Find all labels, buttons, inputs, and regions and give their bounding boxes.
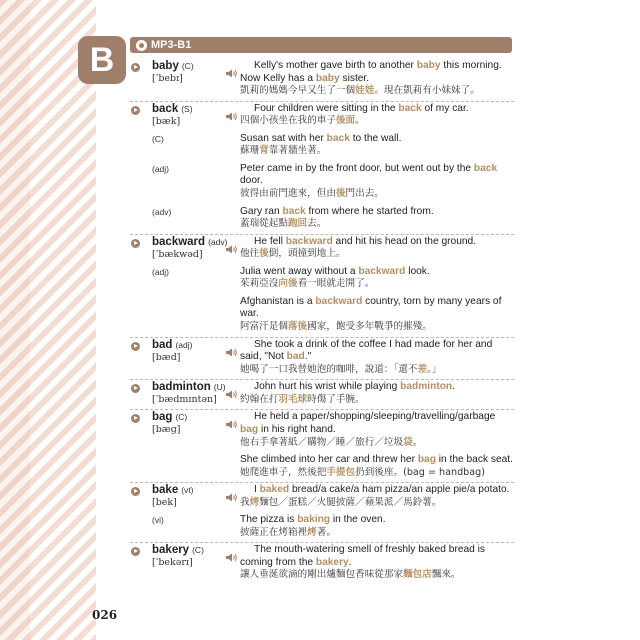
highlighted-term: 差: [417, 363, 428, 375]
dictionary-entry: [130, 543, 514, 585]
headword: bakery: [152, 544, 190, 557]
sentence-text: 蓋瑞從起點: [240, 218, 288, 230]
sentence-text: 她爬進車子，然後把: [240, 466, 327, 478]
dictionary-entry: [130, 235, 514, 338]
highlighted-term: 後面: [335, 115, 356, 127]
speaker-glyph: [226, 348, 237, 357]
page-number: 026: [92, 608, 118, 622]
sentence-text: of my car.: [421, 102, 469, 114]
example-english: [226, 163, 514, 188]
example-english: [226, 544, 514, 569]
sentence-text: 著。: [316, 526, 336, 538]
highlighted-term: back: [282, 205, 306, 217]
highlighted-term: 後: [259, 248, 269, 260]
entry-sense: [130, 454, 514, 479]
sentence-text: Kelly's mother gave birth to another: [254, 60, 417, 71]
entry-headword-column: [130, 266, 240, 291]
sense-part-of-speech: (adv): [152, 206, 172, 217]
headword: badminton: [152, 381, 211, 394]
entry-headword-column: [130, 514, 240, 539]
sentence-text: 她喝了一口我替她泡的咖啡，說道：「還不: [240, 363, 418, 375]
audio-track-bar[interactable]: [130, 37, 512, 53]
example-chinese: [240, 364, 514, 377]
sentence-text: in the oven.: [330, 514, 386, 526]
sentence-text: Afghanistan is a: [240, 295, 316, 307]
phonetic-transcription: [ˈbækwəd]: [152, 248, 203, 260]
example-chinese: [240, 467, 514, 480]
sentence-text: 蘇珊: [240, 145, 260, 157]
example-block: [240, 411, 514, 449]
sentence-text: .: [348, 556, 352, 568]
example-block: [240, 454, 514, 479]
example-block: [240, 544, 514, 582]
audio-track-label: MP3-B1: [151, 39, 192, 51]
sentence-text: 。現在凱莉有小妹妹了。: [374, 85, 480, 97]
headword: bake: [152, 484, 179, 497]
sentence-text: 茱莉亞沒: [240, 278, 279, 290]
phonetic-transcription: [bæg]: [152, 424, 181, 436]
dictionary-entry: [130, 338, 514, 381]
highlighted-term: 跑回: [287, 218, 308, 230]
part-of-speech: (U): [213, 382, 226, 393]
phonetic-transcription: [bæk]: [152, 115, 181, 127]
sentence-text: The mouth-watering smell of freshly baked bread is coming from the: [240, 544, 486, 568]
sentence-text: 約翰在打: [240, 393, 279, 405]
sentence-text: She climbed into her car and threw her: [240, 454, 418, 465]
entry-sense: [130, 339, 514, 377]
highlighted-term: 娃娃: [355, 85, 375, 97]
headword-line: [130, 236, 240, 249]
sentence-text: 看一眼就走開了。: [297, 278, 375, 290]
highlighted-term: baby: [315, 72, 340, 84]
entry-sense: [130, 163, 514, 201]
entry-sense: [130, 60, 514, 98]
entry-sense: [130, 103, 514, 128]
entry-sense: [130, 236, 514, 261]
highlighted-term: bad: [286, 351, 305, 363]
section-letter-badge: [78, 36, 126, 84]
highlighted-term: baby: [416, 60, 441, 71]
sentence-text: 他右手拿著紙／購物／睡／旅行／垃圾: [240, 436, 404, 448]
sentence-text: 披薩正在烤箱裡: [240, 526, 308, 538]
part-of-speech: (C): [175, 412, 188, 423]
dictionary-entries: [130, 59, 514, 585]
example-chinese: [240, 85, 514, 98]
part-of-speech: (S): [181, 103, 193, 114]
highlighted-term: 烤: [307, 526, 317, 538]
sentence-text: to the wall.: [349, 132, 402, 144]
sentence-text: 阿富汗是個: [240, 321, 288, 333]
sentence-text: 我: [240, 496, 250, 508]
sense-part-of-speech: (C): [152, 133, 164, 144]
sentence-text: 他往: [240, 248, 260, 260]
dictionary-entry: [130, 483, 514, 543]
example-english: [226, 206, 514, 219]
sentence-text: 彼得由前門進來，但由: [240, 188, 336, 200]
entry-headword-column: [130, 484, 240, 509]
sentence-text: 去。: [307, 218, 327, 230]
headword-line: [130, 103, 240, 116]
sentence-text: The pizza is: [240, 514, 298, 526]
entry-sense: [130, 206, 514, 231]
phonetic-transcription: [ˈbekərɪ]: [152, 557, 193, 569]
part-of-speech: (adj): [175, 339, 193, 350]
entry-sense: [130, 411, 514, 449]
example-english: [226, 133, 514, 146]
sentence-text: Peter came in by the front door, but went out by the: [240, 162, 474, 174]
sentence-text: 。: [412, 436, 423, 448]
sentence-text: country, torn by many years of war.: [240, 295, 502, 320]
entry-sense: [130, 381, 514, 406]
example-block: [240, 236, 514, 261]
sentence-text: this morning. Now Kelly has a: [240, 60, 502, 84]
sentence-text: 時傷了手腕。: [307, 393, 365, 405]
entry-sense: [130, 266, 514, 291]
entry-sense: [130, 544, 514, 582]
speaker-glyph: [226, 69, 237, 78]
sentence-text: 國家，飽受多年戰爭的摧殘。: [307, 321, 432, 333]
example-chinese: [240, 115, 514, 128]
sentence-text: She took a drink of the coffee I had made for her and said, "Not: [240, 338, 493, 363]
highlighted-term: 袋: [403, 436, 413, 448]
sentence-text: in the back seat.: [435, 454, 513, 465]
highlighted-term: 烤: [249, 496, 260, 508]
sentence-text: in his right hand.: [258, 423, 336, 435]
highlighted-term: 手提包: [326, 466, 356, 478]
sentence-text: .": [304, 351, 312, 363]
entry-headword-column: [130, 454, 240, 479]
example-english: [226, 296, 514, 321]
part-of-speech: (C): [181, 61, 194, 71]
example-block: [240, 514, 514, 539]
example-chinese: [240, 145, 514, 158]
sentence-text: sister.: [339, 72, 370, 84]
example-english: [226, 236, 514, 249]
highlighted-term: backward: [285, 235, 333, 247]
entry-sense: [130, 133, 514, 158]
highlighted-term: backward: [358, 265, 406, 277]
highlighted-term: back: [326, 132, 350, 144]
headword-line: [130, 484, 240, 497]
sentence-text: door.: [240, 175, 263, 187]
entry-headword-column: [130, 411, 240, 449]
sentence-text: 讓人垂涎欲滴的剛出爐麵包香味從那家: [240, 569, 404, 581]
section-letter: B: [89, 40, 115, 79]
example-chinese: [240, 497, 514, 510]
sense-part-of-speech: (vi): [152, 515, 164, 526]
example-english: [226, 103, 514, 116]
decorative-stripe-edge: [0, 0, 30, 640]
example-chinese: [240, 218, 514, 231]
entry-headword-column: [130, 163, 240, 201]
example-block: [240, 381, 514, 406]
phonetic-transcription: [bek]: [152, 497, 177, 509]
sentence-text: from where he started from.: [305, 205, 434, 217]
sentence-text: 四個小孩坐在我的車子: [240, 115, 336, 127]
sentence-text: look.: [405, 265, 430, 277]
example-block: [240, 103, 514, 128]
speaker-glyph: [226, 390, 237, 399]
example-chinese: [240, 248, 514, 261]
sentence-text: Gary ran: [240, 205, 283, 217]
word-audio-icon[interactable]: [131, 239, 140, 248]
highlighted-term: 羽毛球: [278, 393, 308, 405]
headword-line: [130, 381, 240, 394]
highlighted-term: bag: [240, 423, 259, 435]
entry-headword-column: [130, 381, 240, 406]
part-of-speech: (adv): [208, 236, 228, 247]
sentence-text: 飄來。: [431, 569, 461, 581]
sentence-text: 凱莉的媽媽今早又生了一個: [240, 85, 356, 97]
speaker-glyph: [226, 112, 237, 121]
sentence-text: He fell: [254, 235, 286, 247]
headword-line: [130, 544, 240, 557]
sentence-text: He held a paper/shopping/sleeping/travelling/garbage: [254, 411, 496, 423]
word-audio-icon[interactable]: [131, 342, 140, 351]
sentence-text: Four children were sitting in the: [254, 102, 399, 114]
example-chinese: [240, 437, 514, 450]
example-english: [226, 381, 514, 394]
entry-headword-column: [130, 133, 240, 158]
sentence-text: 。」: [427, 363, 442, 375]
sense-part-of-speech: (adj): [152, 266, 170, 277]
highlighted-term: 後: [335, 188, 346, 200]
speaker-glyph: [226, 493, 237, 502]
highlighted-term: 向後: [278, 278, 298, 290]
headword-line: [130, 60, 240, 73]
example-block: [240, 339, 514, 377]
headword-line: [130, 411, 240, 424]
phonetic-transcription: [bæd]: [152, 351, 181, 363]
phonetic-transcription: [ˈbædmɪntən]: [152, 394, 217, 406]
sentence-text: I: [254, 484, 260, 496]
example-english: [226, 266, 514, 279]
entry-headword-column: [130, 339, 240, 377]
example-english: [226, 411, 514, 436]
example-block: [240, 266, 514, 291]
highlighted-term: bakery: [315, 556, 349, 568]
entry-headword-column: [130, 236, 240, 261]
entry-sense: [130, 484, 514, 509]
example-english: [226, 514, 514, 527]
headword: bad: [152, 338, 173, 351]
sentence-text: 倒，頭撞到地上。: [268, 248, 346, 260]
dictionary-entry: [130, 59, 514, 102]
highlighted-term: back: [398, 102, 422, 114]
sentence-text: John hurt his wrist while playing: [254, 381, 401, 393]
sentence-text: 麵包／蛋糕／火腿披薩／蘋果派／馬鈴薯。: [259, 496, 442, 508]
entry-headword-column: [130, 103, 240, 128]
example-english: [226, 454, 514, 467]
highlighted-term: 背: [259, 145, 269, 157]
example-block: [240, 60, 514, 98]
sentence-text: bread/a cake/a ham pizza/an apple pie/a potato.: [289, 484, 510, 496]
example-english: [226, 339, 514, 364]
speaker-glyph: [226, 553, 237, 562]
entry-sense: [130, 514, 514, 539]
example-chinese: [240, 188, 514, 201]
entry-headword-column: [130, 296, 240, 334]
highlighted-term: backward: [315, 295, 363, 307]
example-chinese: [240, 569, 514, 582]
example-block: [240, 163, 514, 201]
example-chinese: [240, 527, 514, 540]
sentence-text: 。: [355, 115, 365, 127]
sentence-text: 扔到後座。(bag = handbag): [355, 466, 485, 478]
word-audio-icon[interactable]: [131, 63, 140, 72]
entry-headword-column: [130, 544, 240, 582]
example-block: [240, 296, 514, 334]
example-chinese: [240, 278, 514, 291]
highlighted-term: 麵包店: [403, 569, 432, 581]
word-audio-icon[interactable]: [131, 106, 140, 115]
example-block: [240, 484, 514, 509]
headword: back: [152, 102, 179, 115]
highlighted-term: baking: [297, 514, 331, 526]
phonetic-transcription: [ˈbebɪ]: [152, 73, 183, 84]
example-english: [226, 60, 514, 85]
headword-line: [130, 339, 240, 352]
dictionary-entry: [130, 380, 514, 410]
example-block: [240, 206, 514, 231]
sentence-text: 門出去。: [345, 188, 384, 200]
highlighted-term: back: [473, 162, 498, 174]
speaker-glyph: [226, 245, 237, 254]
example-chinese: [240, 321, 514, 334]
sentence-text: and hit his head on the ground.: [332, 235, 477, 247]
highlighted-term: bag: [417, 454, 436, 465]
highlighted-term: baked: [259, 484, 290, 496]
headword: bag: [152, 411, 173, 424]
sentence-text: 靠著牆坐著。: [268, 145, 327, 157]
part-of-speech: (vt): [181, 485, 194, 496]
headword: backward: [152, 235, 206, 248]
entry-sense: [130, 296, 514, 334]
dictionary-entry: [130, 410, 514, 483]
example-chinese: [240, 394, 514, 407]
entry-headword-column: [130, 60, 240, 98]
sense-part-of-speech: (adj): [152, 163, 170, 174]
sentence-text: Susan sat with her: [240, 132, 327, 144]
dictionary-entry: [130, 102, 514, 235]
highlighted-term: 落後: [287, 321, 308, 333]
sentence-text: .: [452, 381, 455, 393]
part-of-speech: (C): [192, 545, 204, 556]
example-block: [240, 133, 514, 158]
headword: baby: [152, 60, 179, 72]
entry-headword-column: [130, 206, 240, 231]
sentence-text: Julia went away without a: [240, 265, 359, 277]
speaker-glyph: [226, 420, 237, 429]
audio-disc-icon: [136, 40, 147, 51]
example-english: [226, 484, 514, 497]
highlighted-term: badminton: [400, 381, 453, 393]
